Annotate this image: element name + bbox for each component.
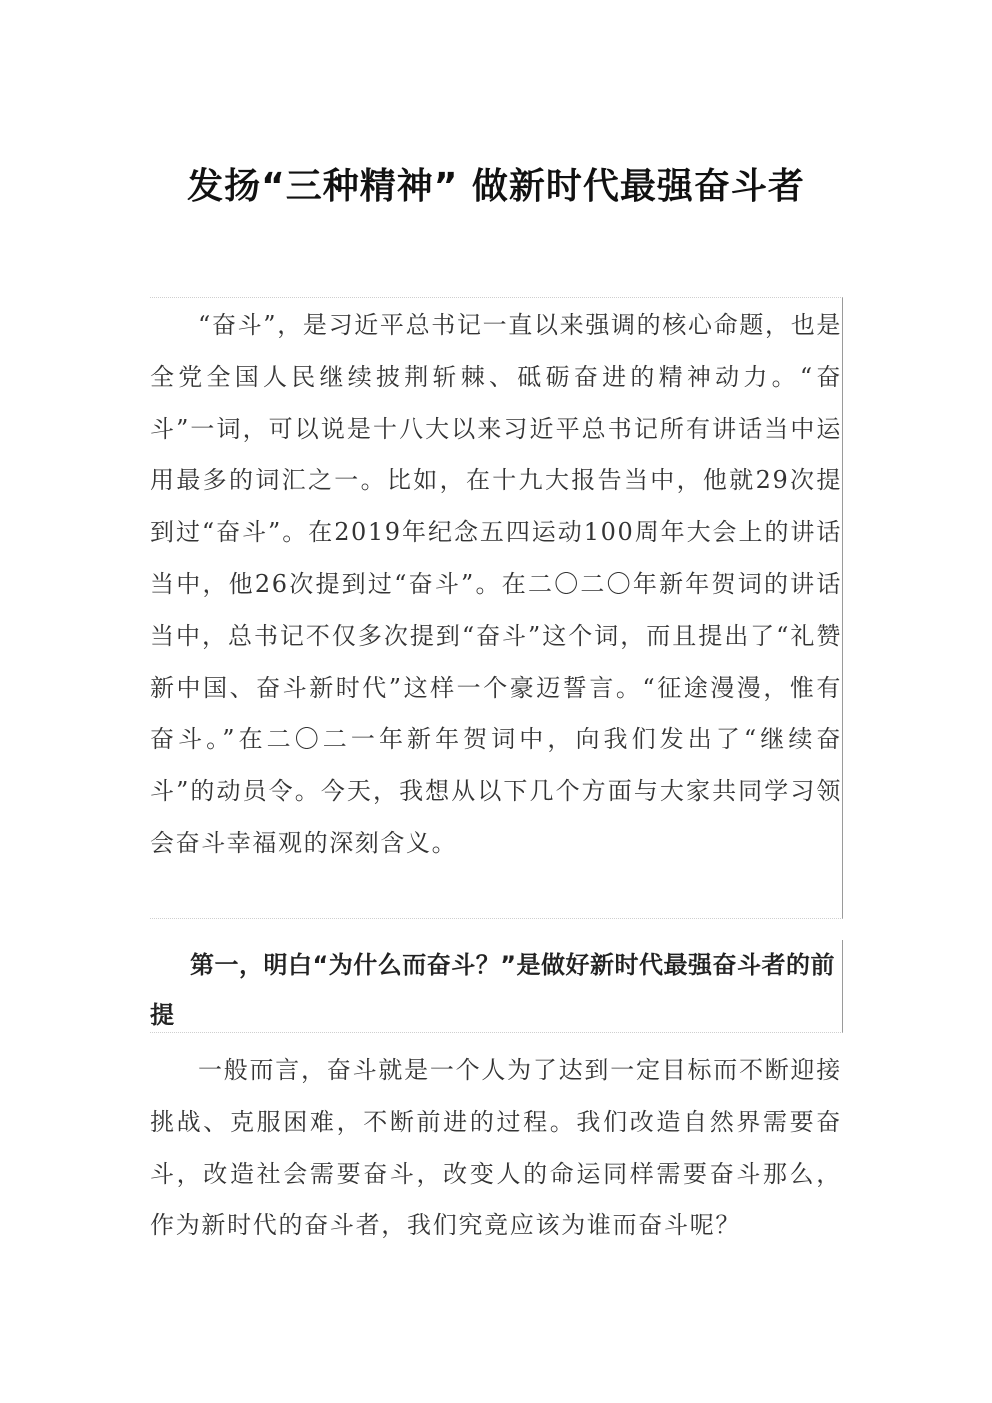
paragraph-body: 一般而言，奋斗就是一个人为了达到一定目标而不断迎接挑战、克服困难，不断前进的过程。我们改造自然界需要奋斗，改造社会需要奋斗，改变人的命运同样需要奋斗那么，作为新时代的奋斗者，我们究竟应该为谁而奋斗呢？ (150, 1056, 842, 1240)
document-title: 发扬“三种精神” 做新时代最强奋斗者 (187, 166, 805, 207)
paragraph-block-body (150, 1045, 842, 1245)
paragraph-block-intro (150, 297, 843, 919)
paragraph-intro: “奋斗”，是习近平总书记一直以来强调的核心命题，也是全党全国人民继续披荆斩棘、砥砺奋进的精神动力。“奋斗”一词，可以说是十八大以来习近平总书记所有讲话当中运用最多的词汇之一。比如，在十九大报告当中，他就29次提到过“奋斗”。在2019年纪念五四运动100周年大会上的讲话当中，他26次提到过“奋斗”。在二〇二〇年新年贺词的讲话当中，总书记不仅多次提到“奋斗”这个词，而且提出了“礼赞新中国、奋斗新时代”这样一个豪迈誓言。“征途漫漫，惟有奋斗。”在二〇二一年新年贺词中，向我们发出了“继续奋斗”的动员令。今天，我想从以下几个方面与大家共同学习领会奋斗幸福观的深刻含义。 (150, 311, 842, 857)
section-heading: 第一，明白“为什么而奋斗？”是做好新时代最强奋斗者的前提 (150, 951, 836, 1029)
section-heading-block (150, 940, 843, 1033)
